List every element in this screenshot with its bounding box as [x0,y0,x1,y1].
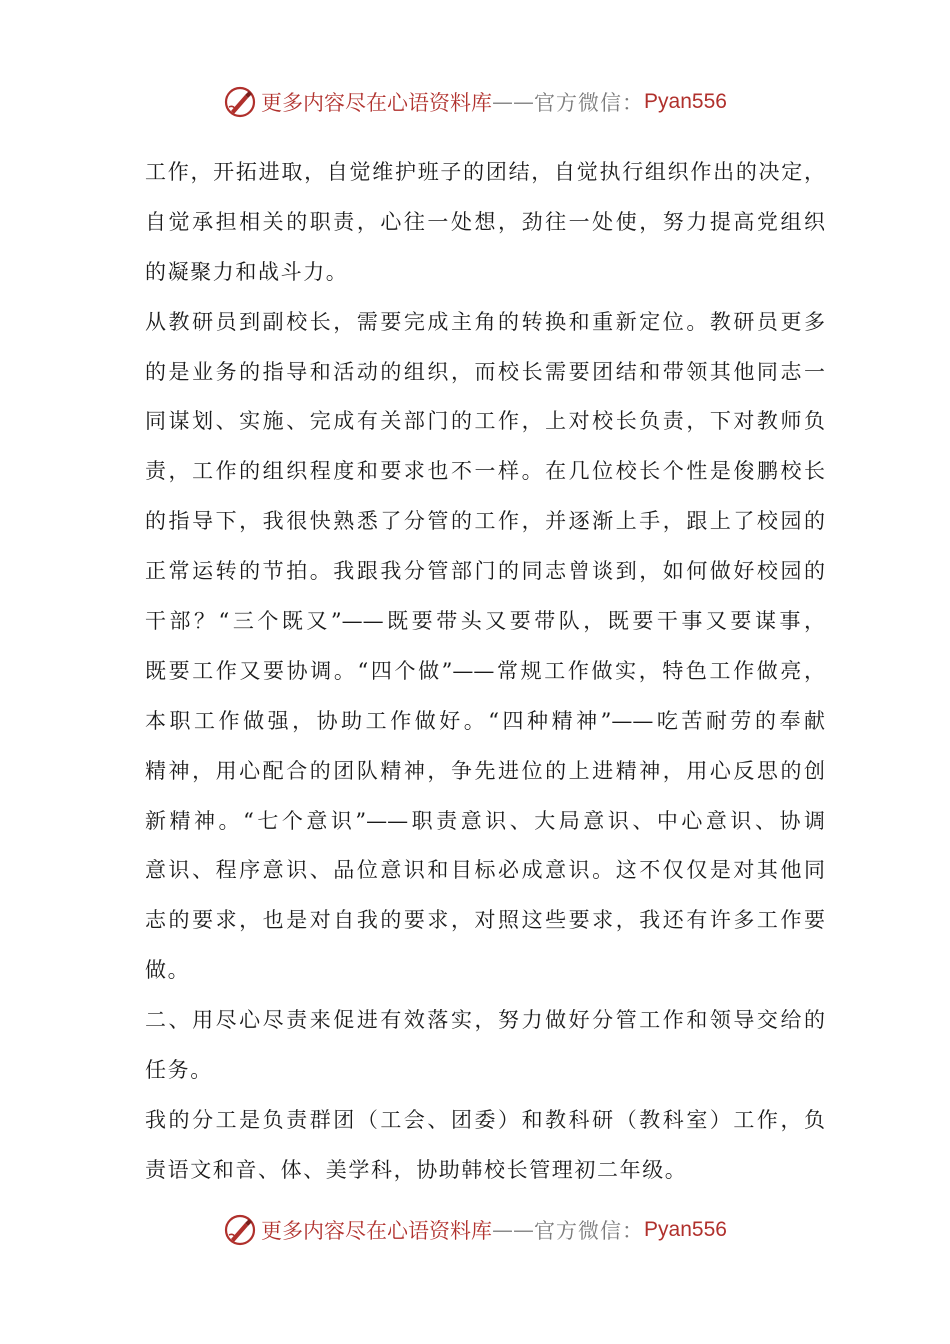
text-line: 工作，开拓进取，自觉维护班子的团结，自觉执行组织作出的决定， [145,160,825,184]
text-line: 的是业务的指导和活动的组织，而校长需要团结和带领其他同志一 [145,359,825,384]
text-line: 本职工作做强，协助工作做好。“四种精神”——吃苦耐劳的奉献 [145,708,825,733]
banner-dash: —— [492,90,535,114]
text-line: 责语文和音、体、美学科，协助韩校长管理初二年级。 [145,1157,688,1182]
text-line: 的凝聚力和战斗力。 [145,259,349,284]
text-line: 我的分工是负责群团（工会、团委）和教科研（教科室）工作，负 [145,1107,825,1132]
document-body [145,148,825,1196]
text-line: 精神，用心配合的团队精神，争先进位的上进精神，用心反思的创 [145,758,825,783]
text-line: 自觉承担相关的职责，心往一处想，劲往一处使，努力提高党组织 [145,209,825,234]
text-line: 新精神。“七个意识”——职责意识、大局意识、中心意识、协调 [145,808,825,833]
text-line: 同谋划、实施、完成有关部门的工作，上对校长负责，下对教师负 [145,409,825,434]
banner-dash: —— [492,1218,535,1242]
banner-brand-text: 更多内容尽在心语资料库 [261,91,493,115]
text-line: 做。 [145,958,191,983]
text-line: 正常运转的节拍。我跟我分管部门的同志曾谈到，如何做好校园的 [145,559,825,584]
banner-wechat-id: Pyan556 [644,1218,727,1241]
text-line: 既要工作又要协调。“四个做”——常规工作做实，特色工作做亮， [145,658,825,683]
pen-logo-icon [223,1213,257,1247]
text-line: 的指导下，我很快熟悉了分管的工作，并逐渐上手，跟上了校园的 [145,509,825,534]
text-line: 意识、程序意识、品位意识和目标必成意识。这不仅仅是对其他同 [145,858,825,883]
banner-brand-text: 更多内容尽在心语资料库 [261,1219,493,1243]
text-line: 干部？“三个既又”——既要带头又要带队，既要干事又要谋事， [145,609,825,634]
banner-official-label: 官方微信： [534,91,645,115]
header-banner [0,80,950,124]
text-line: 志的要求，也是对自我的要求，对照这些要求，我还有许多工作要 [145,908,825,933]
text-line: 责，工作的组织程度和要求也不一样。在几位校长个性是俊鹏校长 [145,459,825,484]
banner-wechat-id: Pyan556 [644,90,727,113]
footer-banner [0,1208,950,1252]
pen-logo-icon [223,85,257,119]
text-line: 二、用尽心尽责来促进有效落实，努力做好分管工作和领导交给的 [145,1008,825,1033]
text-line: 任务。 [145,1058,213,1083]
banner-official-label: 官方微信： [534,1219,645,1243]
text-line: 从教研员到副校长，需要完成主角的转换和重新定位。教研员更多 [145,309,825,334]
